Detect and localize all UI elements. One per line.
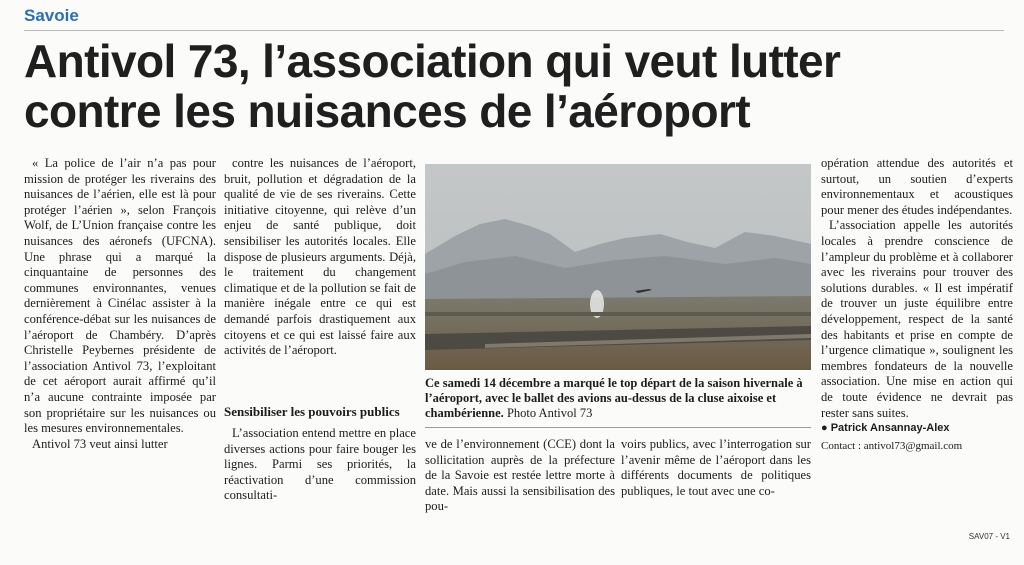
- airport-landscape-image: [425, 164, 811, 370]
- article-column-2: [224, 156, 416, 359]
- headline: [24, 36, 924, 136]
- paragraph: « La police de l’air n’a pas pour mission de protéger les riverains des nuisances de l’aérien, elle est là pour protéger l’aérien », selon François Wolf, de L’Union française contre les nuisances des aéronefs (UFCNA). Une phrase qui a marqué la cinquantaine de personnes des communes environnantes, venues dernièrement à Cinélac assister à la conférence-débat sur les nuisances de l’aéroport de Chambéry. D’après Christelle Peybernes présidente de l’association Antivol 73, l’exploitant de cet aéroport aurait affirmé qu’il n’a aucune contrainte imposée par son propriétaire sur les nuisances ou les mesures environnementales.: [24, 156, 216, 436]
- author-signature: ● Patrick Ansannay-Alex: [821, 422, 950, 435]
- paragraph: L’association appelle les autorités locales à prendre conscience de l’ampleur du problème et à collaborer avec les riverains pour trouver des solutions durables. « Il est impératif de trouver un juste équilibre entre développement, respect de la santé des habitants et prise en compte de l’urgence climatique », soulignent les membres fondateurs de la nouvelle association. Une mise en action qui de toute évidence ne devrait pas rester sans suites.: [821, 218, 1013, 420]
- header-rule: [24, 30, 1004, 31]
- subheading: Sensibiliser les pouvoirs publics: [224, 404, 400, 419]
- page-folio: SAV07 - V1: [968, 532, 1010, 541]
- article-photo: [425, 164, 811, 370]
- section-kicker: Savoie: [24, 6, 79, 25]
- article-column-3: [425, 437, 615, 515]
- photo-caption: [425, 376, 811, 428]
- paragraph: voirs publics, avec l’interrogation sur l’avenir même de l’aéroport dans les différents documents de politiques publiques, le tout avec une co-: [621, 437, 811, 498]
- article-column-4: [621, 437, 811, 499]
- caption-text: Ce samedi 14 décembre a marqué le top départ de la saison hivernale à l’aéroport, avec le ballet des avions au-dessus de la cluse aixoise et chambérienne.: [425, 376, 803, 420]
- paragraph: ve de l’environnement (CCE) dont la sollicitation auprès de la préfecture de la Savoie est restée lettre morte à date. Mais aussi la sensibilisation des pou-: [425, 437, 615, 514]
- paragraph: L’association entend mettre en place diverses actions pour faire bouger les lignes. Parmi ses priorités, la réactivation d’une commission consultati-: [224, 426, 416, 503]
- article-column-2-bottom: [224, 404, 416, 504]
- contact-email: Contact : antivol73@gmail.com: [821, 439, 963, 452]
- photo-credit: Photo Antivol 73: [506, 406, 593, 420]
- article-column-5: [821, 156, 1013, 454]
- headline-line-2: contre les nuisances de l’aéroport: [24, 85, 751, 137]
- paragraph: opération attendue des autorités et surtout, un soutien d’experts environnementaux et acoustiques pour mener des études indépendantes.: [821, 156, 1013, 217]
- paragraph: contre les nuisances de l’aéroport, bruit, pollution et dégradation de la qualité de vie de ses riverains. Cette initiative citoyenne, qui relève d’un enjeu de santé publique, doit sensibiliser les autorités locales. Elle dispose de plusieurs arguments. Déjà, le traitement du changement climatique et de la pollution se fait de manière inégale entre ce qui est demandé parfois drastiquement aux citoyens et ce qui est laissé faire aux activités de l’aéroport.: [224, 156, 416, 358]
- article-column-1: [24, 156, 216, 452]
- paragraph: Antivol 73 veut ainsi lutter: [32, 436, 168, 451]
- headline-line-1: Antivol 73, l’association qui veut lutter: [24, 35, 841, 87]
